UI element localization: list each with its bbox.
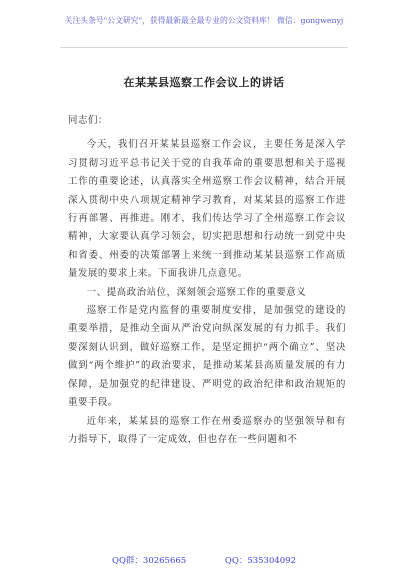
section-heading-1: 一、提高政治站位，深刻领会巡察工作的重要意义 — [86, 286, 307, 298]
document-title: 在某某县巡察工作会议上的讲话 — [123, 76, 285, 89]
header-notice: 关注头条号"公文研究"，获得最新最全最专业的公文资料库！ 微信：gongwenyj — [64, 16, 344, 25]
header-divider — [60, 47, 348, 48]
salutation: 同志们： — [68, 115, 108, 126]
paragraph-significance: 巡察工作是党内监督的重要制度安排，是加强党的建设的重要举措，是推动全面从严治党向纵深发展的有力抓手。我们要深刻认识到，做好巡察工作，是坚定拥护“两个确立”、坚决做到“两个维护”的政治要求，是推动某某县高质量发展的有力保障，是加强党的纪律建设、严明党的政治纪律和政治规矩的重要手段。 — [68, 305, 346, 409]
footer-contacts — [0, 554, 408, 566]
document-body — [68, 112, 346, 449]
footer-qq: QQ：535304092 — [224, 556, 296, 566]
footer-qq-group: QQ群：30265665 — [111, 556, 187, 566]
paragraph-recent-years: 近年来，某某县的巡察工作在州委巡察办的坚强领导和有力指导下，取得了一定成效，但也存在一些问题和不 — [68, 415, 346, 445]
paragraph-opening: 今天，我们召开某某县巡察工作会议，主要任务是深入学习贯彻习近平总书记关于党的自我革命的重要思想和关于巡视工作的重要论述，认真落实全州巡察工作会议精神，结合开展深入贯彻中央八项规定精神学习教育，对某某县的巡察工作进行再部署、再推进。刚才，我们传达学习了全州巡察工作会议精神，大家要认真学习领会，切实把思想和行动统一到党中央和省委、州委的决策部署上来统一到推动某某县巡察工作高质量发展的要求上来。下面我讲几点意见。 — [68, 139, 346, 280]
